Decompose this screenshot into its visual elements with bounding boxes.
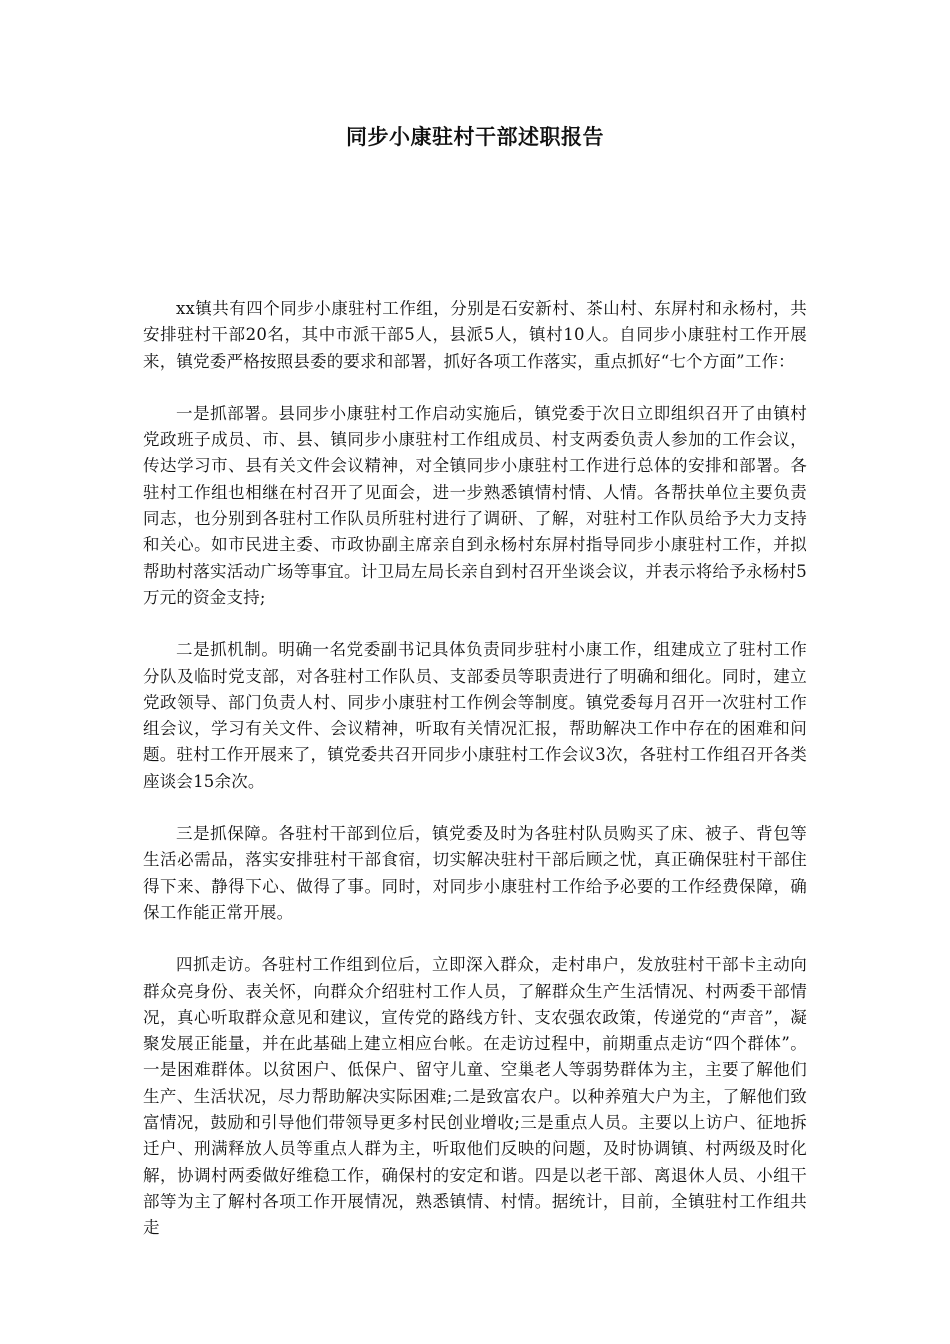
- paragraph-mechanism: 二是抓机制。明确一名党委副书记具体负责同步驻村小康工作，组建成立了驻村工作分队及临时党支部，对各驻村工作队员、支部委员等职责进行了明确和细化。同时，建立党政领导、部门负责人村、同步小康驻村工作例会等制度。镇党委每月召开一次驻村工作组会议，学习有关文件、会议精神，听取有关情况汇报，帮助解决工作中存在的困难和问题。驻村工作开展来了，镇党委共召开同步小康驻村工作会议3次，各驻村工作组召开各类座谈会15余次。: [143, 640, 807, 791]
- paragraph-deployment: 一是抓部署。县同步小康驻村工作启动实施后，镇党委于次日立即组织召开了由镇村党政班子成员、市、县、镇同步小康驻村工作组成员、村支两委负责人参加的工作会议，传达学习市、县有关文件会议精神，对全镇同步小康驻村工作进行总体的安排和部署。各驻村工作组也相继在村召开了见面会，进一步熟悉镇情村情、人情。各帮扶单位主要负责同志，也分别到各驻村工作队员所驻村进行了调研、了解，对驻村工作队员给予大力支持和关心。如市民进主委、市政协副主席亲自到永杨村东屏村指导同步小康驻村工作，并拟帮助村落实活动广场等事宜。计卫局左局长亲自到村召开坐谈会议，并表示将给予永杨村5万元的资金支持;: [143, 403, 807, 607]
- paragraph-visits: 四抓走访。各驻村工作组到位后，立即深入群众，走村串户，发放驻村干部卡主动向群众亮身份、表关怀，向群众介绍驻村工作人员，了解群众生产生活情况、村两委干部情况，真心听取群众意见和建议，宣传党的路线方针、支农强农政策，传递党的“声音”，凝聚发展正能量，并在此基础上建立相应台帐。在走访过程中，前期重点走访“四个群体”。一是困难群体。以贫困户、低保户、留守儿童、空巢老人等弱势群体为主，主要了解他们生产、生活状况，尽力帮助解决实际困难;二是致富农户。以种养殖大户为主，了解他们致富情况，鼓励和引导他们带领导更多村民创业增收;三是重点人员。主要以上访户、征地拆迁户、刑满释放人员等重点人群为主，听取他们反映的问题，及时协调镇、村两级及时化解，协调村两委做好维稳工作，确保村的安定和谐。四是以老干部、离退休人员、小组干部等为主了解村各项工作开展情况，熟悉镇情、村情。据统计，目前，全镇驻村工作组共走: [143, 955, 807, 1238]
- document-body: [143, 296, 807, 1268]
- document-title: 同步小康驻村干部述职报告: [346, 125, 604, 149]
- paragraph-intro: xx镇共有四个同步小康驻村工作组，分别是石安新村、茶山村、东屏村和永杨村，共安排驻村干部20名，其中市派干部5人，县派5人，镇村10人。自同步小康驻村工作开展来，镇党委严格按照县委的要求和部署，抓好各项工作落实，重点抓好“七个方面”工作：: [143, 299, 807, 371]
- paragraph-guarantee: 三是抓保障。各驻村干部到位后，镇党委及时为各驻村队员购买了床、被子、背包等生活必需品，落实安排驻村干部食宿，切实解决驻村干部后顾之忧，真正确保驻村干部住得下来、静得下心、做得了事。同时，对同步小康驻村工作给予必要的工作经费保障，确保工作能正常开展。: [143, 824, 807, 922]
